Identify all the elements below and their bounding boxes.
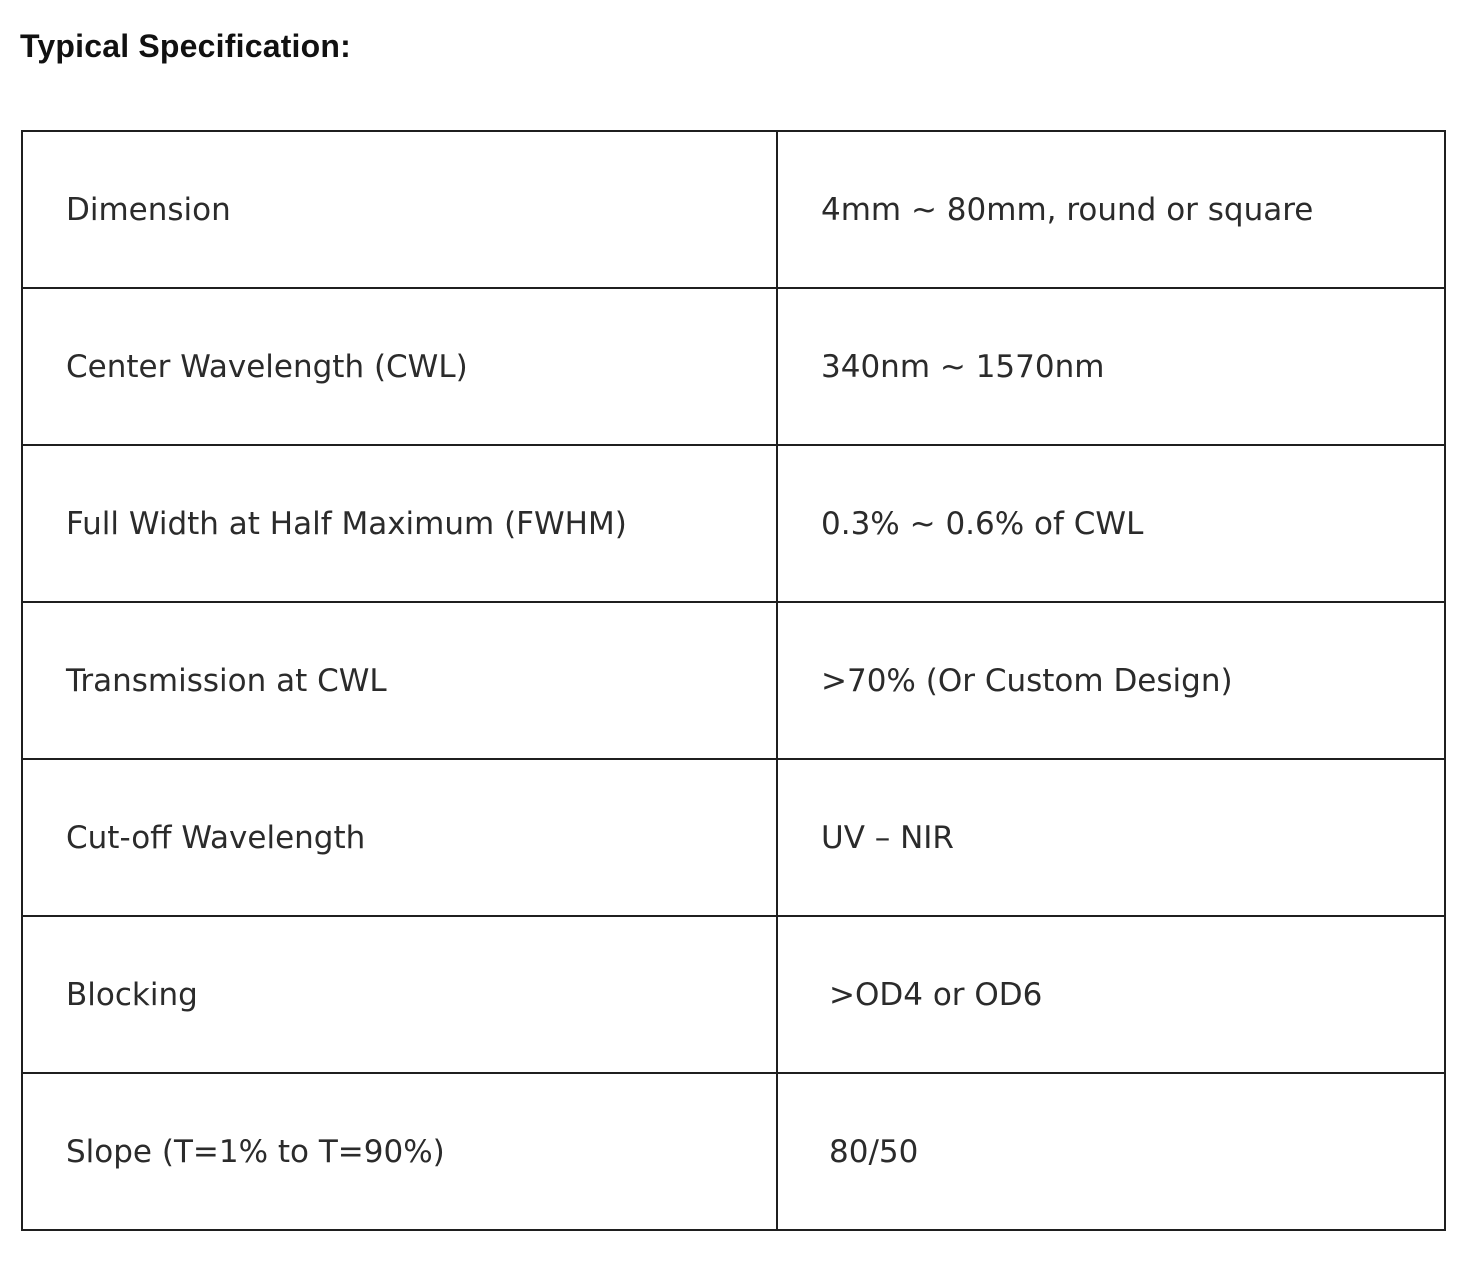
spec-table bbox=[21, 130, 1446, 1231]
spec-label: Slope (T=1% to T=90%) bbox=[22, 1073, 777, 1230]
spec-value: >OD4 or OD6 bbox=[777, 916, 1445, 1073]
table-row bbox=[22, 602, 1445, 759]
spec-label: Dimension bbox=[22, 131, 777, 288]
table-row bbox=[22, 288, 1445, 445]
spec-label: Transmission at CWL bbox=[22, 602, 777, 759]
spec-value: 4mm ~ 80mm, round or square bbox=[777, 131, 1445, 288]
page-title: Typical Specification: bbox=[20, 28, 351, 64]
spec-value: 0.3% ~ 0.6% of CWL bbox=[777, 445, 1445, 602]
table-row bbox=[22, 131, 1445, 288]
spec-label: Cut-off Wavelength bbox=[22, 759, 777, 916]
table-row bbox=[22, 1073, 1445, 1230]
spec-label: Blocking bbox=[22, 916, 777, 1073]
spec-value: 80/50 bbox=[777, 1073, 1445, 1230]
table-row bbox=[22, 759, 1445, 916]
spec-value: UV – NIR bbox=[777, 759, 1445, 916]
table-row bbox=[22, 916, 1445, 1073]
spec-label: Center Wavelength (CWL) bbox=[22, 288, 777, 445]
spec-label: Full Width at Half Maximum (FWHM) bbox=[22, 445, 777, 602]
table-row bbox=[22, 445, 1445, 602]
spec-value: 340nm ~ 1570nm bbox=[777, 288, 1445, 445]
spec-value: >70% (Or Custom Design) bbox=[777, 602, 1445, 759]
